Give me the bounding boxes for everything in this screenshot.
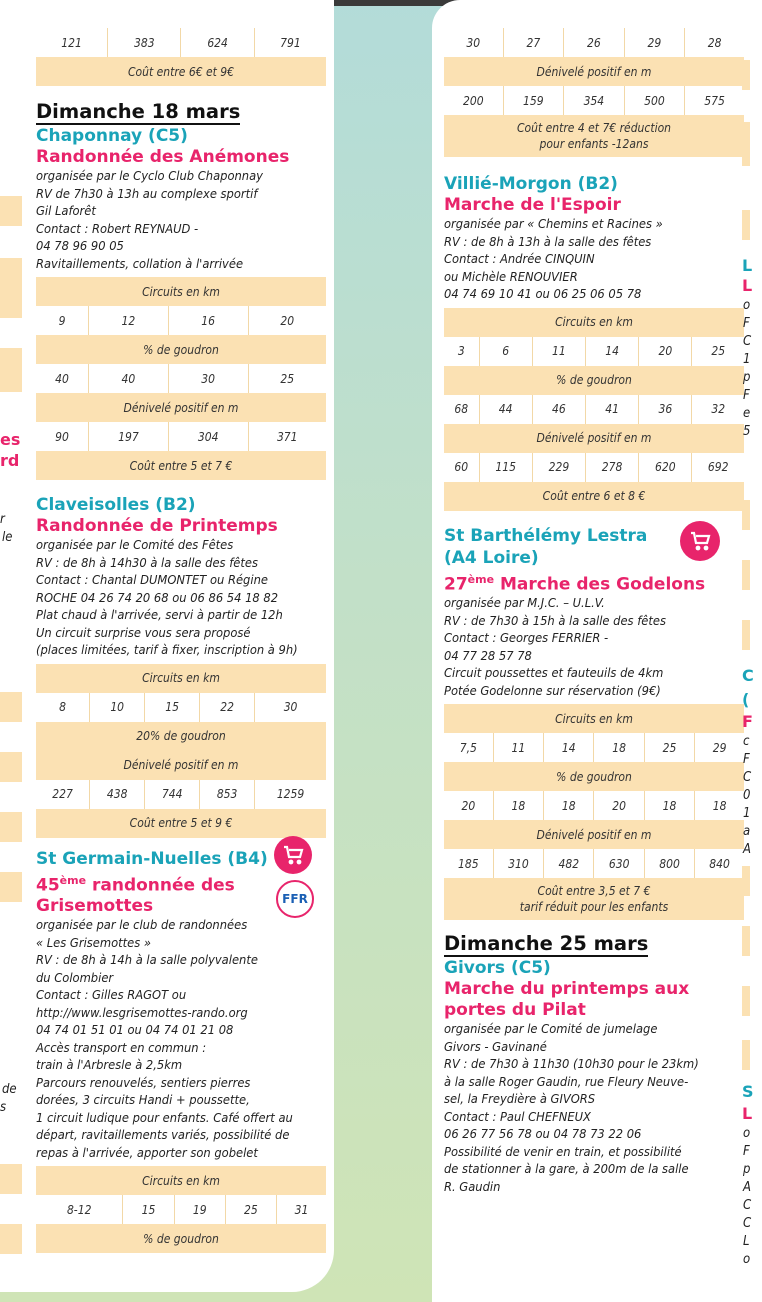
info-line: à la salle Roger Gaudin, rue Fleury Neuve- bbox=[444, 1074, 689, 1090]
cell: 29 bbox=[624, 28, 685, 57]
cell: 60 bbox=[444, 453, 479, 482]
cell: 27 bbox=[503, 28, 564, 57]
ffr-logo: FFR bbox=[276, 880, 314, 918]
info-line: Plat chaud à l'arrivée, servi à partir de 12h bbox=[36, 608, 283, 623]
event-title: Marche de l'Espoir bbox=[444, 195, 621, 215]
event-info bbox=[444, 1021, 744, 1196]
cell: 18 bbox=[644, 791, 694, 820]
info-line: Circuit poussettes et fauteuils de 4km bbox=[444, 666, 664, 682]
cell: 22 bbox=[200, 693, 255, 722]
cell: 620 bbox=[639, 453, 692, 482]
cell: 44 bbox=[479, 395, 532, 424]
info-line: RV : de 8h à 14h30 à la salle des fêtes bbox=[36, 555, 258, 571]
table-header: Circuits en km bbox=[36, 277, 326, 306]
cell: 482 bbox=[544, 849, 594, 878]
info-line: Givors - Gavinané bbox=[444, 1039, 547, 1055]
event-st-germain bbox=[36, 848, 326, 1254]
info-line: Contact : Gilles RAGOT ou bbox=[36, 988, 187, 1004]
info-line: Un circuit surprise vous sera proposé bbox=[36, 625, 251, 641]
cell: 28 bbox=[685, 28, 744, 57]
event-title: 45ème randonnée des bbox=[36, 873, 235, 896]
cell: 16 bbox=[168, 306, 248, 335]
day-heading: Dimanche 18 mars bbox=[36, 100, 241, 123]
table-fragment bbox=[0, 288, 22, 318]
event-place: Claveisolles (B2) bbox=[36, 495, 196, 515]
info-line: train à l'Arbresle à 2,5km bbox=[36, 1058, 183, 1074]
cell: 159 bbox=[503, 86, 564, 115]
table-prev-left bbox=[36, 28, 326, 86]
table-fragment bbox=[742, 560, 750, 590]
info-line: ou Michèle RENOUVIER bbox=[444, 269, 578, 285]
edge-fragment: r bbox=[0, 512, 5, 527]
cell: 744 bbox=[145, 780, 200, 809]
stats-table bbox=[444, 308, 744, 511]
cell: 31 bbox=[277, 1195, 327, 1224]
edge-fragment: S bbox=[742, 1082, 754, 1101]
info-line: (places limitées, tarif à fixer, inscription à 9h) bbox=[36, 643, 298, 658]
cell: 853 bbox=[200, 780, 255, 809]
event-title-line2: portes du Pilat bbox=[444, 1000, 586, 1021]
stroller-icon bbox=[680, 521, 720, 561]
edge-fragment: 1 bbox=[743, 806, 751, 821]
cell: 7,5 bbox=[444, 733, 493, 762]
info-line: RV : de 7h30 à 15h à la salle des fêtes bbox=[444, 613, 666, 629]
table-header: % de goudron bbox=[444, 762, 744, 791]
edge-fragment: o bbox=[743, 1252, 751, 1267]
info-line: organisée par le Cyclo Club Chaponnay bbox=[36, 169, 263, 184]
cell: 25 bbox=[248, 364, 326, 393]
edge-fragment: 0 bbox=[743, 788, 751, 803]
cell: 438 bbox=[90, 780, 145, 809]
info-line: Gil Laforêt bbox=[36, 204, 96, 219]
cell: 8-12 bbox=[36, 1195, 123, 1224]
table-fragment bbox=[0, 1224, 22, 1254]
table-fragment bbox=[0, 258, 22, 288]
table-fragment bbox=[0, 196, 22, 226]
event-title-line2: Grisemottes bbox=[36, 896, 154, 917]
event-place: Chaponnay (C5) bbox=[36, 126, 188, 146]
edge-fragment: o bbox=[743, 298, 751, 313]
table-fragment bbox=[0, 872, 22, 902]
info-line: RV de 7h30 à 13h au complexe sportif bbox=[36, 186, 258, 202]
table-header: Dénivelé positif en m bbox=[444, 57, 744, 86]
info-line: Contact : Paul CHEFNEUX bbox=[444, 1109, 591, 1125]
edge-fragment: F bbox=[743, 316, 750, 331]
cell: 40 bbox=[89, 364, 169, 393]
info-line: départ, ravitaillements variés, possibilité de bbox=[36, 1128, 290, 1144]
cell: 30 bbox=[168, 364, 248, 393]
edge-fragment: F bbox=[742, 712, 753, 731]
left-column bbox=[36, 28, 326, 1253]
event-info bbox=[36, 537, 326, 660]
info-line: organisée par « Chemins et Racines » bbox=[444, 217, 663, 232]
edge-fragment: rd bbox=[0, 451, 20, 470]
cell: 3 bbox=[444, 337, 479, 366]
info-line: « Les Grisemottes » bbox=[36, 935, 151, 951]
info-line: sel, la Freydière à GIVORS bbox=[444, 1092, 596, 1108]
cell: 500 bbox=[624, 86, 685, 115]
cell: 10 bbox=[90, 693, 145, 722]
cell: 25 bbox=[644, 733, 694, 762]
info-line: organisée par le club de randonnées bbox=[36, 918, 248, 934]
cell: 8 bbox=[36, 693, 90, 722]
table-header: Dénivelé positif en m bbox=[444, 820, 744, 849]
info-line: R. Gaudin bbox=[444, 1179, 501, 1195]
event-place: St Germain-Nuelles (B4) bbox=[36, 848, 268, 869]
edge-fragment: a bbox=[743, 824, 751, 839]
event-title: Marche du printemps aux bbox=[444, 979, 690, 1000]
info-line: ROCHE 04 26 74 20 68 ou 06 86 54 18 82 bbox=[36, 590, 279, 606]
cell: 20 bbox=[444, 791, 493, 820]
cell: 14 bbox=[586, 337, 639, 366]
stats-table bbox=[444, 704, 744, 920]
event-claveisolles bbox=[36, 494, 326, 838]
edge-fragment: L bbox=[742, 1104, 753, 1123]
table-fragment bbox=[742, 500, 750, 530]
table-fragment bbox=[742, 122, 750, 166]
event-info bbox=[36, 168, 326, 273]
cell: 371 bbox=[248, 422, 326, 451]
table-header: Circuits en km bbox=[36, 664, 326, 693]
info-line: dorées, 3 circuits Handi + poussette, bbox=[36, 1093, 250, 1109]
info-line: Accès transport en commun : bbox=[36, 1040, 207, 1056]
cost-label: Coût entre 3,5 et 7 € tarif réduit pour les enfants bbox=[444, 878, 744, 920]
cell: 800 bbox=[644, 849, 694, 878]
cost-label: Coût entre 6€ et 9€ bbox=[36, 57, 326, 86]
stats-table bbox=[36, 1166, 326, 1253]
edge-fragment: s bbox=[0, 1100, 7, 1115]
info-line: 04 78 96 90 05 bbox=[36, 239, 124, 254]
cell: 200 bbox=[444, 86, 503, 115]
info-line: Possibilité de venir en train, et possibilité bbox=[444, 1144, 682, 1160]
cell: 14 bbox=[544, 733, 594, 762]
day-heading: Dimanche 25 mars bbox=[444, 932, 649, 956]
table-header: Dénivelé positif en m bbox=[444, 424, 744, 453]
table-fragment bbox=[742, 620, 750, 650]
edge-fragment: C bbox=[743, 1198, 752, 1213]
cell: 29 bbox=[695, 733, 744, 762]
cell: 354 bbox=[564, 86, 625, 115]
edge-fragment: C bbox=[743, 334, 752, 349]
edge-fragment: 5 bbox=[743, 424, 751, 439]
cell: 26 bbox=[564, 28, 625, 57]
info-line: 1 circuit ludique pour enfants. Café offert au bbox=[36, 1110, 293, 1126]
table-fragment bbox=[742, 60, 750, 90]
table-header: % de goudron bbox=[36, 335, 326, 364]
info-line: de stationner à la gare, à 200m de la salle bbox=[444, 1162, 689, 1178]
event-place-line2: (A4 Loire) bbox=[444, 547, 539, 568]
edge-fragment: o bbox=[743, 1126, 751, 1141]
event-place: Givors (C5) bbox=[444, 958, 551, 979]
edge-fragment: C bbox=[743, 770, 752, 785]
edge-fragment: L bbox=[742, 256, 753, 275]
event-title: 27ème Marche des Godelons bbox=[444, 572, 706, 595]
right-column bbox=[444, 28, 744, 1200]
info-line: RV : de 8h à 14h à la salle polyvalente bbox=[36, 953, 258, 969]
info-line: RV : de 7h30 à 11h30 (10h30 pour le 23km) bbox=[444, 1057, 699, 1073]
event-givors bbox=[444, 957, 744, 1196]
stats-table bbox=[36, 277, 326, 480]
cell: 304 bbox=[168, 422, 248, 451]
info-line: Contact : Georges FERRIER - bbox=[444, 631, 609, 647]
stroller-icon-glyph bbox=[280, 842, 306, 868]
table-header: 20% de goudron bbox=[36, 722, 326, 751]
cell: 115 bbox=[479, 453, 532, 482]
cell: 1259 bbox=[255, 780, 326, 809]
info-line: Potée Godelonne sur réservation (9€) bbox=[444, 683, 661, 699]
edge-fragment: c bbox=[743, 734, 750, 749]
info-line: organisée par le Comité des Fêtes bbox=[36, 538, 234, 553]
table-fragment bbox=[742, 926, 750, 956]
cell: 15 bbox=[145, 693, 200, 722]
event-info bbox=[444, 216, 744, 304]
edge-fragment: A bbox=[743, 1180, 751, 1195]
cell: 6 bbox=[479, 337, 532, 366]
info-line: 06 26 77 56 78 ou 04 78 73 22 06 bbox=[444, 1127, 642, 1143]
cell: 18 bbox=[544, 791, 594, 820]
cell: 18 bbox=[493, 791, 543, 820]
cell: 15 bbox=[123, 1195, 174, 1224]
edge-fragment: de bbox=[2, 1082, 17, 1097]
info-line: RV : de 8h à 13h à la salle des fêtes bbox=[444, 234, 652, 250]
cost-label: Coût entre 6 et 8 € bbox=[444, 482, 744, 511]
info-line: Contact : Chantal DUMONTET ou Régine bbox=[36, 573, 268, 588]
cell: 18 bbox=[695, 791, 744, 820]
edge-fragment: F bbox=[743, 1144, 750, 1159]
table-header: % de goudron bbox=[36, 1224, 326, 1253]
cell: 41 bbox=[586, 395, 639, 424]
info-line: 04 74 69 10 41 ou 06 25 06 05 78 bbox=[444, 287, 642, 302]
table-header: Circuits en km bbox=[444, 308, 744, 337]
table-header: Dénivelé positif en m bbox=[36, 751, 326, 780]
edge-fragment: A bbox=[743, 842, 751, 857]
cell: 9 bbox=[36, 306, 89, 335]
info-line[interactable]: http://www.lesgrisemottes-rando.org bbox=[36, 1005, 248, 1021]
cell: 90 bbox=[36, 422, 89, 451]
edge-fragment: p bbox=[743, 370, 751, 385]
event-st-barthelemy bbox=[444, 525, 744, 921]
edge-fragment: es bbox=[0, 430, 21, 449]
cell: 36 bbox=[639, 395, 692, 424]
table-fragment bbox=[0, 348, 22, 392]
table-fragment bbox=[742, 1040, 750, 1070]
edge-fragment: p bbox=[743, 1162, 751, 1177]
table-fragment bbox=[0, 692, 22, 722]
table-header: Circuits en km bbox=[36, 1166, 326, 1195]
table-fragment bbox=[742, 986, 750, 1016]
table-fragment bbox=[742, 210, 750, 240]
table-fragment bbox=[0, 752, 22, 782]
info-line: Contact : Andrée CINQUIN bbox=[444, 252, 595, 267]
cost-label: Coût entre 4 et 7€ réduction pour enfants -12ans bbox=[444, 115, 744, 157]
cell: 692 bbox=[692, 453, 744, 482]
cell: 11 bbox=[493, 733, 543, 762]
edge-fragment: L bbox=[742, 276, 753, 295]
cell: 840 bbox=[695, 849, 744, 878]
cell: 185 bbox=[444, 849, 493, 878]
cell: 383 bbox=[108, 28, 181, 57]
info-line: Contact : Robert REYNAUD - bbox=[36, 221, 199, 237]
cell: 20 bbox=[248, 306, 326, 335]
event-villie-morgon bbox=[444, 173, 744, 511]
table-fragment bbox=[0, 812, 22, 842]
info-line: organisée par M.J.C. – U.L.V. bbox=[444, 596, 605, 612]
edge-fragment: e bbox=[743, 406, 751, 421]
cell: 227 bbox=[36, 780, 90, 809]
info-line: repas à l'arrivée, apporter son gobelet bbox=[36, 1145, 258, 1161]
cell: 20 bbox=[639, 337, 692, 366]
edge-fragment: 1 bbox=[743, 352, 751, 367]
stats-table bbox=[36, 664, 326, 838]
table-header: Dénivelé positif en m bbox=[36, 393, 326, 422]
cell: 12 bbox=[89, 306, 169, 335]
table-header: % de goudron bbox=[444, 366, 744, 395]
cost-label: Coût entre 5 et 9 € bbox=[36, 809, 326, 838]
cell: 630 bbox=[594, 849, 644, 878]
edge-fragment: L bbox=[743, 1234, 750, 1249]
cell: 278 bbox=[586, 453, 639, 482]
edge-fragment: ( bbox=[742, 690, 750, 709]
event-chaponnay bbox=[36, 125, 326, 480]
event-place: St Barthélémy Lestra bbox=[444, 525, 648, 546]
info-line: du Colombier bbox=[36, 970, 114, 986]
table-prev-right bbox=[444, 28, 744, 157]
cell: 18 bbox=[594, 733, 644, 762]
cell: 30 bbox=[255, 693, 326, 722]
cell: 25 bbox=[225, 1195, 276, 1224]
edge-fragment: F bbox=[743, 388, 750, 403]
event-info bbox=[36, 917, 326, 1162]
event-title: Randonnée des Anémones bbox=[36, 147, 290, 167]
cell: 11 bbox=[532, 337, 585, 366]
edge-fragment: F bbox=[743, 752, 750, 767]
cell: 68 bbox=[444, 395, 479, 424]
info-line: 04 77 28 57 78 bbox=[444, 648, 532, 664]
cell: 197 bbox=[89, 422, 169, 451]
table-header: Circuits en km bbox=[444, 704, 744, 733]
table-fragment bbox=[0, 1164, 22, 1194]
cell: 46 bbox=[532, 395, 585, 424]
cell: 20 bbox=[594, 791, 644, 820]
event-info bbox=[444, 595, 744, 700]
stroller-icon bbox=[274, 836, 312, 874]
edge-fragment: C bbox=[742, 666, 754, 685]
cell: 25 bbox=[692, 337, 744, 366]
cell: 791 bbox=[254, 28, 326, 57]
event-place: Villié-Morgon (B2) bbox=[444, 174, 618, 194]
cell: 40 bbox=[36, 364, 89, 393]
cell: 121 bbox=[36, 28, 108, 57]
cell: 624 bbox=[181, 28, 254, 57]
cell: 310 bbox=[493, 849, 543, 878]
cost-label: Coût entre 5 et 7 € bbox=[36, 451, 326, 480]
info-line: Ravitaillements, collation à l'arrivée bbox=[36, 256, 244, 272]
info-line: Parcours renouvelés, sentiers pierres bbox=[36, 1075, 251, 1091]
table-fragment bbox=[742, 866, 750, 896]
cell: 32 bbox=[692, 395, 744, 424]
stroller-icon-glyph bbox=[687, 528, 713, 554]
edge-fragment: C bbox=[743, 1216, 752, 1231]
cell: 229 bbox=[532, 453, 585, 482]
info-line: organisée par le Comité de jumelage bbox=[444, 1022, 658, 1038]
edge-fragment: le bbox=[2, 530, 13, 545]
cell: 575 bbox=[685, 86, 744, 115]
event-title: Randonnée de Printemps bbox=[36, 516, 278, 536]
cell: 19 bbox=[174, 1195, 225, 1224]
cell: 30 bbox=[444, 28, 503, 57]
info-line: 04 74 01 51 01 ou 04 74 01 21 08 bbox=[36, 1023, 234, 1039]
